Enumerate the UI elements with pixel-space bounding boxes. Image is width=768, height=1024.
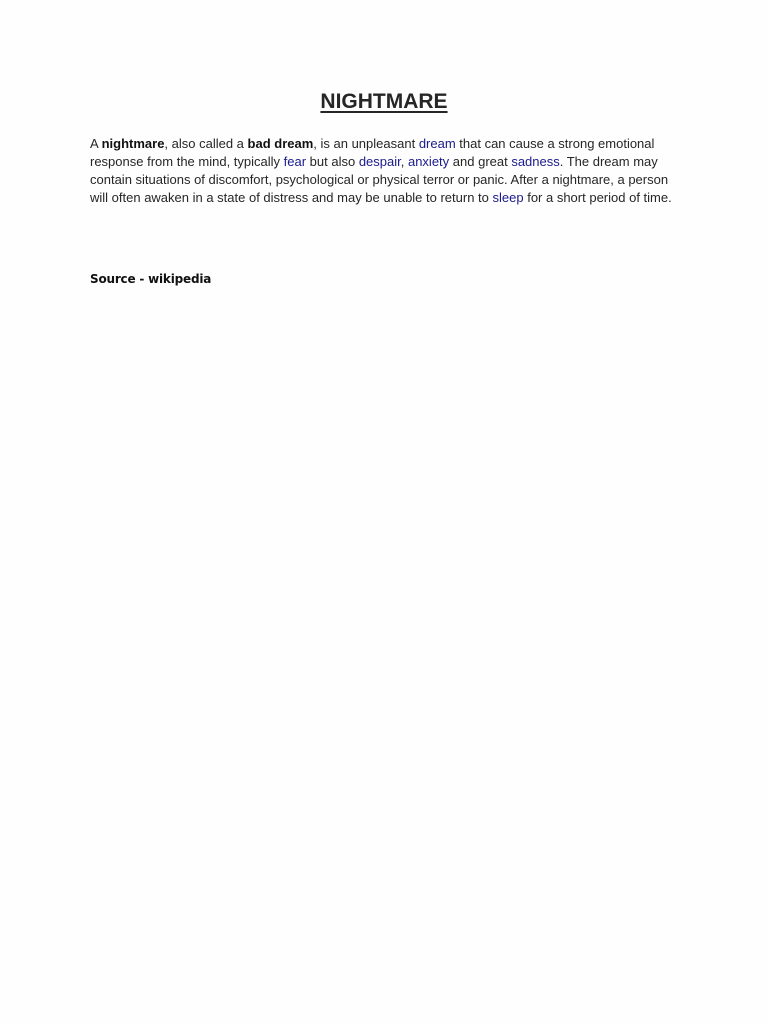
page-title-text: NIGHTMARE <box>320 90 448 113</box>
text-run: , also called a <box>164 136 248 151</box>
text-run: A <box>90 136 102 151</box>
link-sadness[interactable]: sadness <box>511 154 560 169</box>
text-run: , is an unpleasant <box>313 136 419 151</box>
term-bad-dream: bad dream <box>247 136 314 151</box>
text-run: , <box>400 154 408 169</box>
link-sleep[interactable]: sleep <box>492 190 524 205</box>
article-paragraph <box>90 135 685 207</box>
term-nightmare: nightmare <box>101 136 165 151</box>
link-dream[interactable]: dream <box>418 136 456 151</box>
source-citation: Source - wikipedia <box>90 272 212 286</box>
text-run: for a short period of time. <box>523 190 672 205</box>
text-run: but also <box>306 154 359 169</box>
text-run: . The dream may contain situations of discomfort, psychological or physical terror or panic. After a nightmare, a person will often awaken in a state of distress and may be unable to return to <box>90 154 669 205</box>
page-title <box>0 90 768 114</box>
text-run: that can cause a strong emotional response from the mind, typically <box>90 136 655 169</box>
link-anxiety[interactable]: anxiety <box>407 154 450 169</box>
link-fear[interactable]: fear <box>283 154 307 169</box>
link-despair[interactable]: despair <box>358 154 401 169</box>
text-run: and great <box>449 154 512 169</box>
